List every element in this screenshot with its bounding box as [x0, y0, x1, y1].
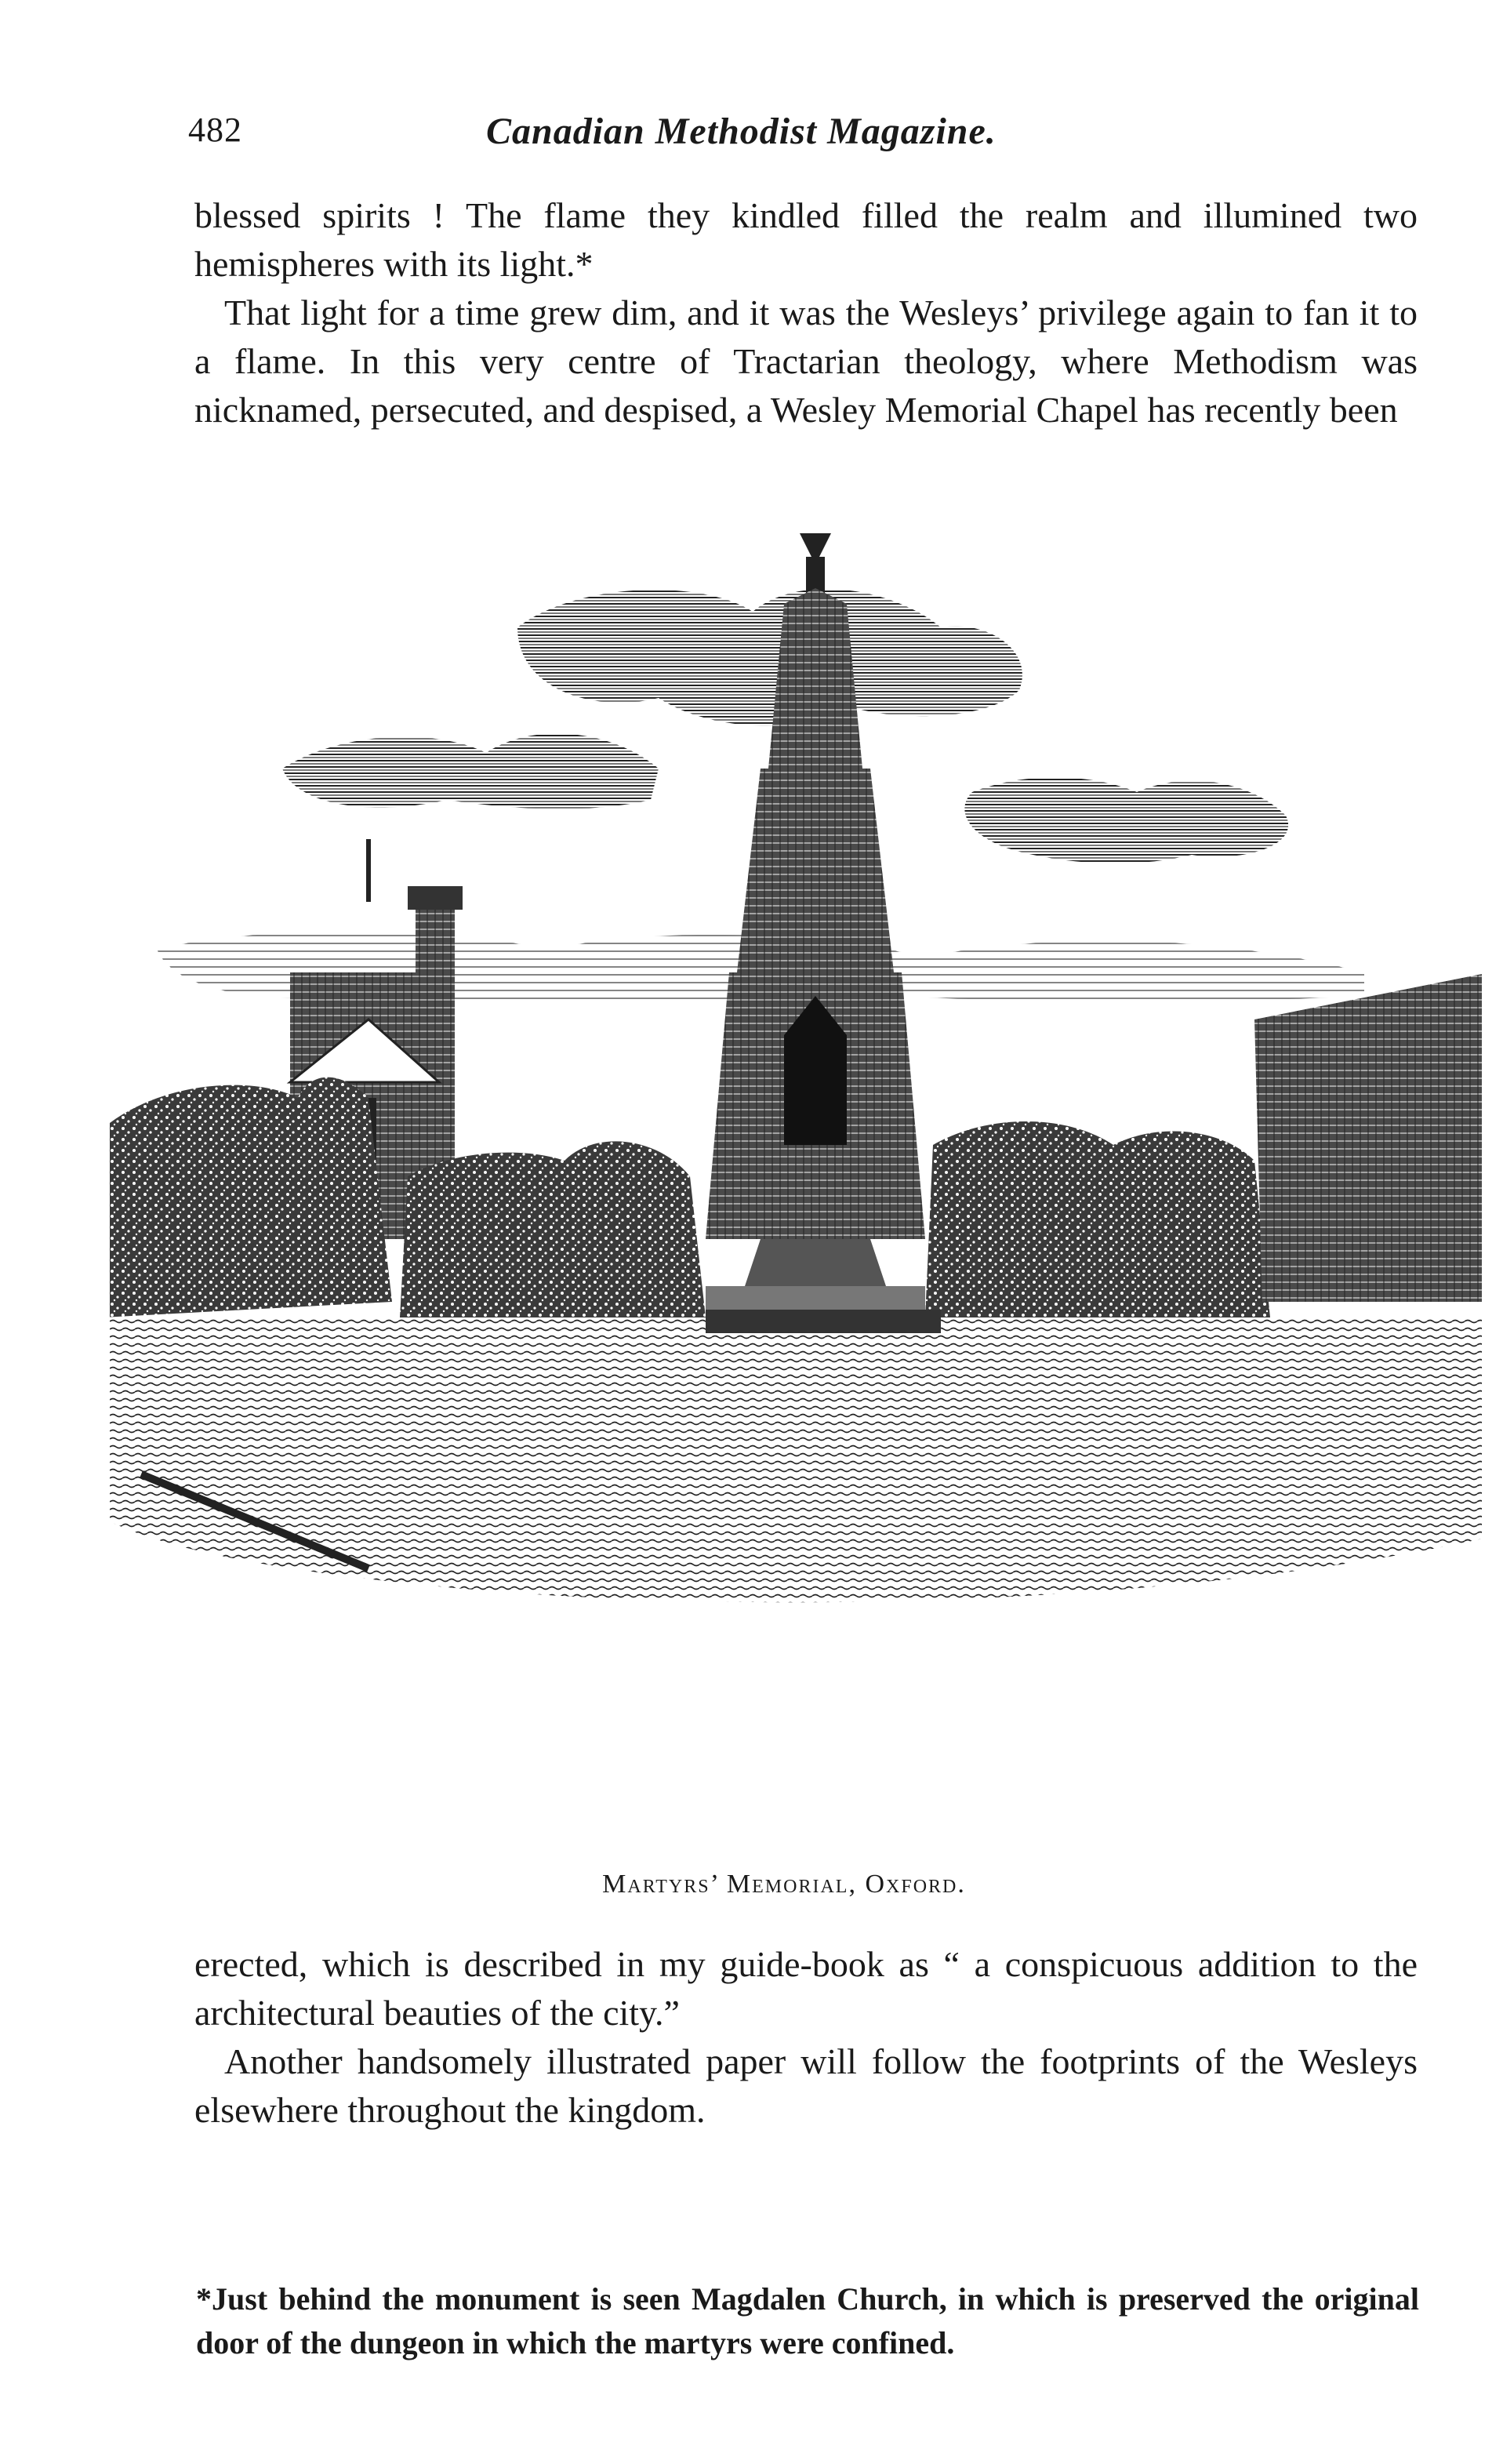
page-number: 482: [188, 111, 242, 149]
body-text-top: [194, 191, 1418, 434]
paragraph: erected, which is described in my guide-book as “ a conspicuous addition to the architectural beauties of the city.”: [194, 1944, 1418, 2033]
body-text-bottom: [194, 1940, 1418, 2135]
paragraph: That light for a time grew dim, and it was the Wesleys’ privilege again to fan it to a flame. In this very centre of Tractarian theology, where Methodism was nicknamed, persecuted, and despised, a Wesley Memorial Chapel has recently been: [194, 293, 1418, 430]
paragraph: blessed spirits ! The flame they kindled filled the realm and illumined two hemispheres with its light.*: [194, 195, 1418, 284]
foreground-ground: [110, 1310, 1482, 1602]
page-header: [188, 110, 1419, 165]
paragraph: Another handsomely illustrated paper will follow the footprints of the Wesleys elsewhere throughout the kingdom.: [194, 2041, 1418, 2130]
footnote: *Just behind the monument is seen Magdalen Church, in which is preserved the original door of the dungeon in which the martyrs were confined.: [196, 2281, 1419, 2360]
martyrs-memorial-engraving: [110, 533, 1482, 1866]
running-title: Canadian Methodist Magazine.: [486, 111, 997, 152]
figure-caption: Martyrs’ Memorial, Oxford.: [602, 1870, 966, 1899]
engraving-illustration: [110, 533, 1482, 1866]
